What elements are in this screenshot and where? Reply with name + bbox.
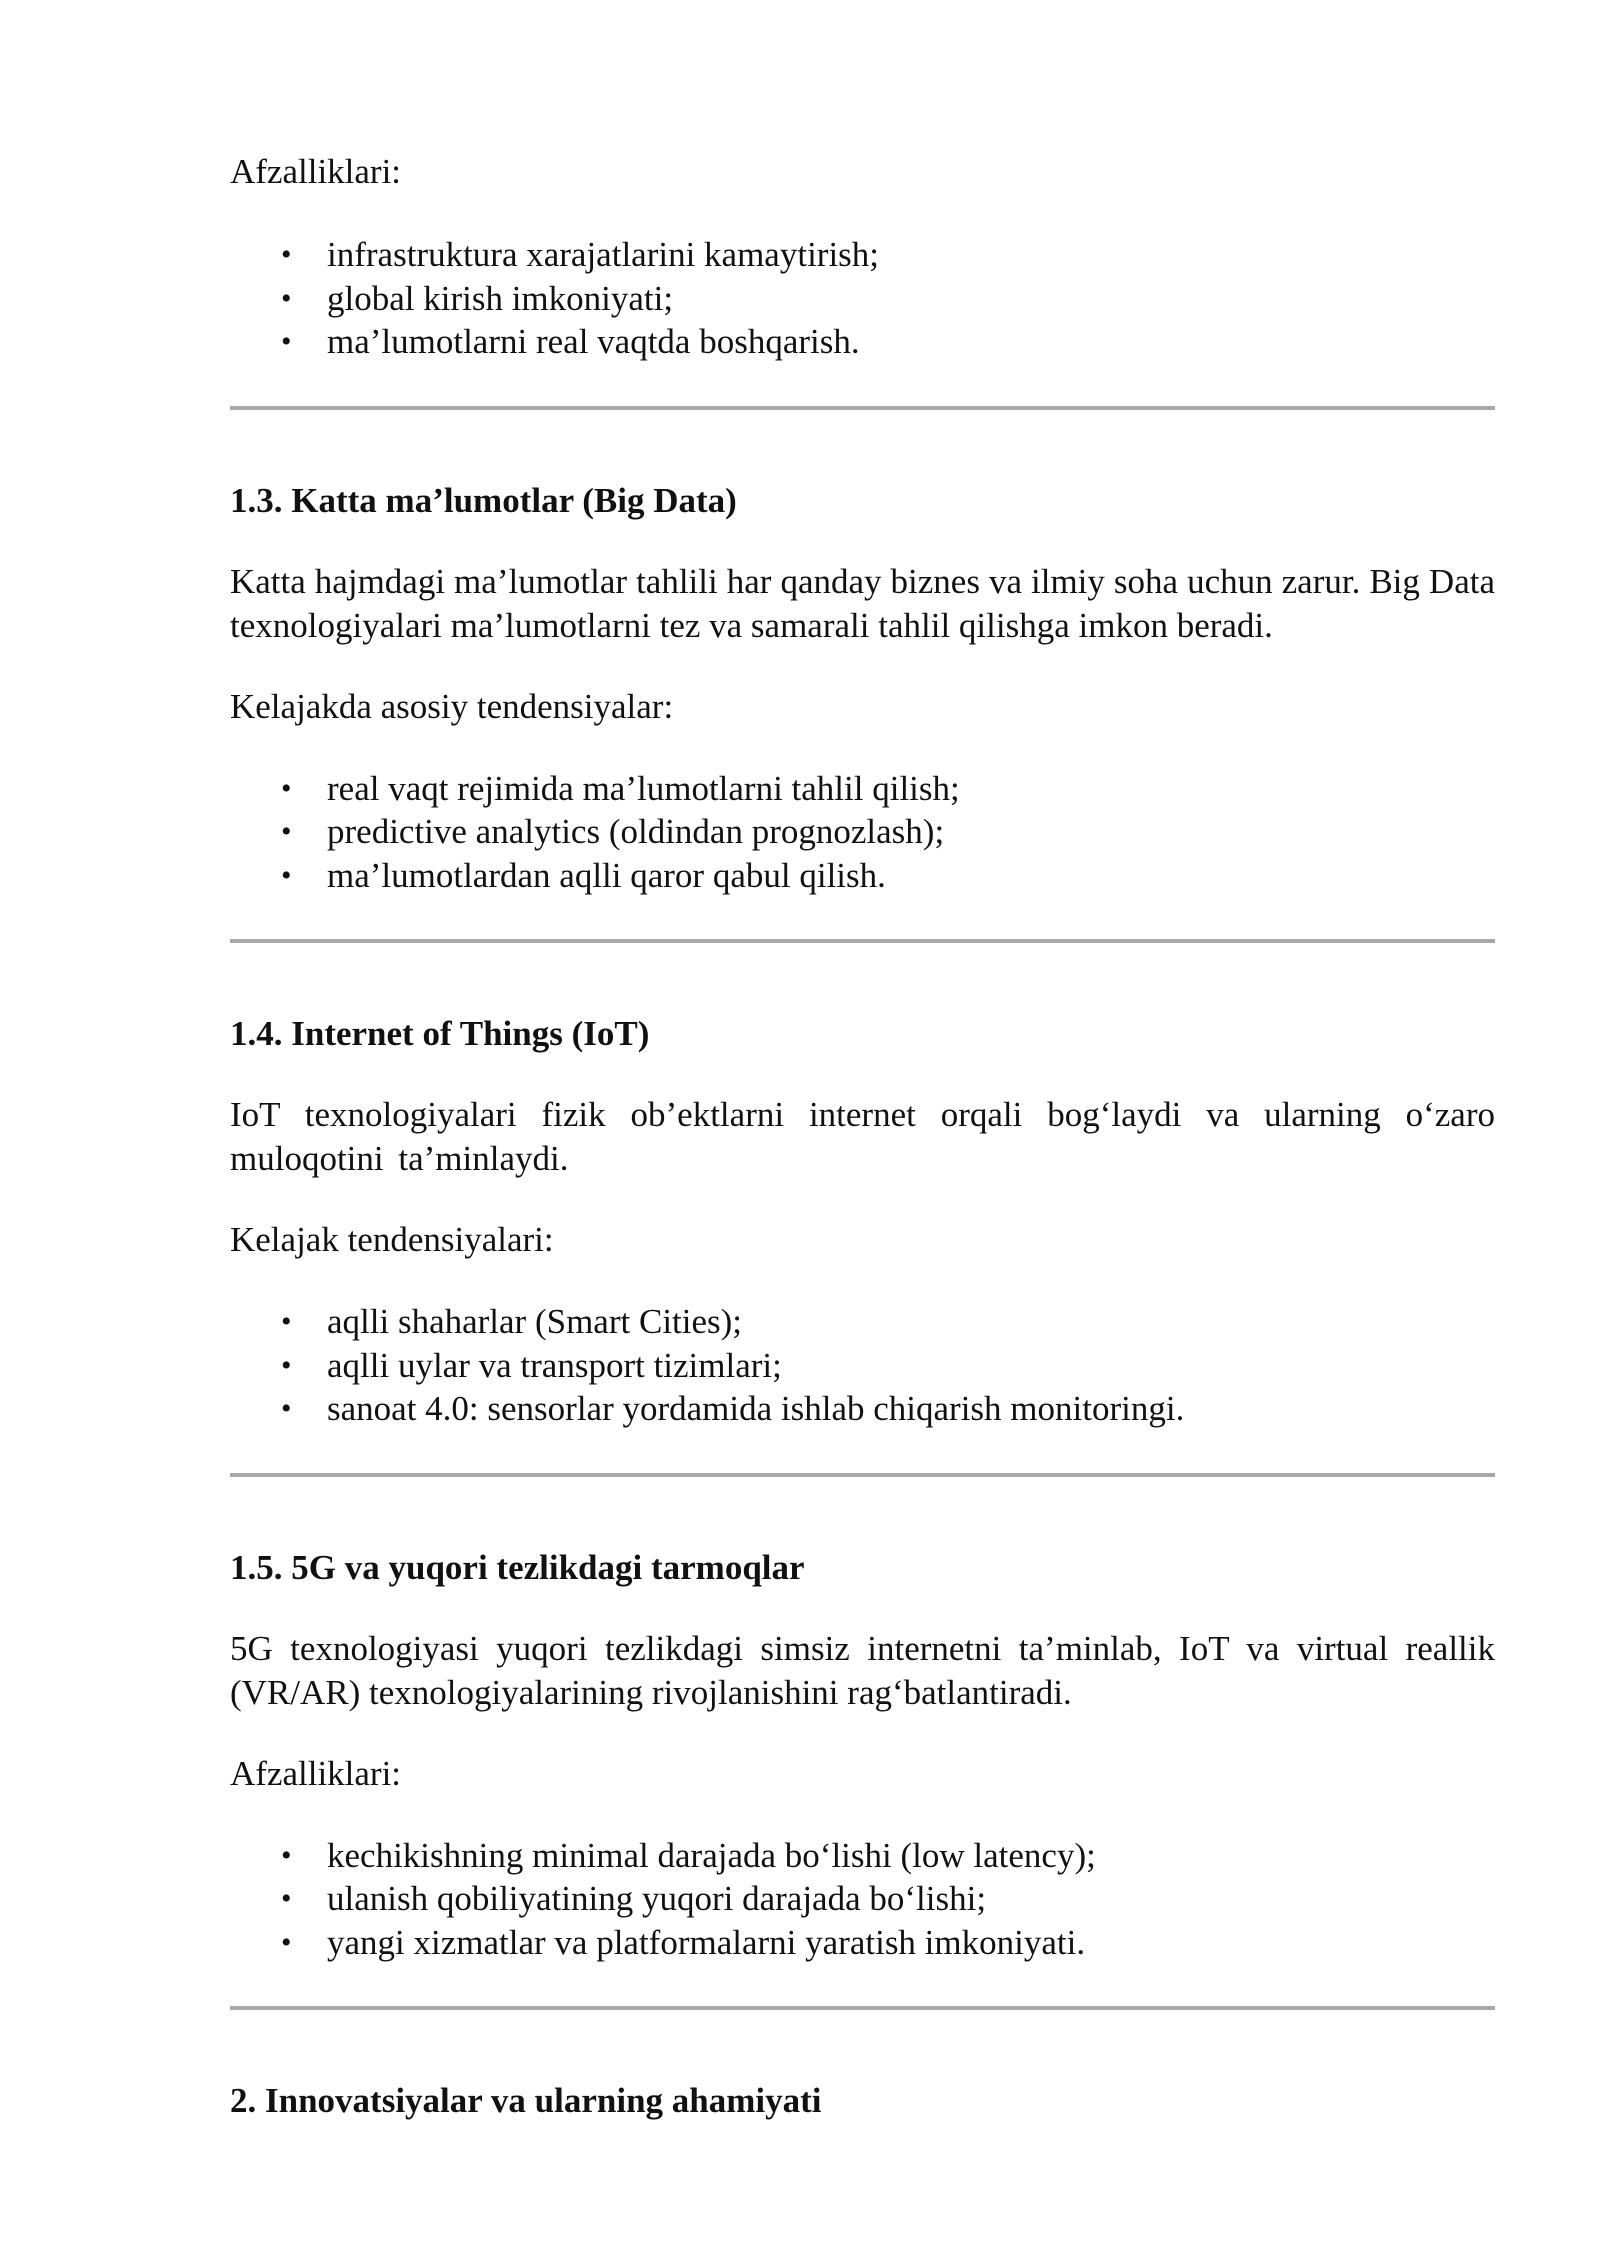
trends-list [230,767,1495,898]
list-item: • infrastruktura xarajatlarini kamaytirish; [230,233,1495,277]
document-page [230,150,1495,2123]
section-paragraph: IoT texnologiyalari fizik ob’ektlarni internet orqali bog‘laydi va ularning o‘zaro muloqotini ta’minlaydi. [230,1095,1495,1178]
list-item: • sanoat 4.0: sensorlar yordamida ishlab chiqarish monitoringi. [230,1387,1495,1431]
bullet-icon: • [281,238,292,271]
trends-label: Kelajak tendensiyalari: [230,1220,554,1259]
advantages-list [230,1834,1495,1965]
list-item: • yangi xizmatlar va platformalarni yaratish imkoniyati. [230,1921,1495,1965]
advantages-label: Afzalliklari: [230,1753,402,1793]
list-item: • ma’lumotlardan aqlli qaror qabul qilish. [230,854,1495,898]
advantages-section [230,150,1495,364]
bullet-icon: • [281,281,292,315]
section-heading: 2. Innovatsiyalar va ularning ahamiyati [230,2081,822,2120]
iot-section [230,1012,1495,1431]
bullet-icon: • [281,1348,292,1382]
advantages-list [230,233,1495,364]
list-item: • ulanish qobiliyatining yuqori darajada bo‘lishi; [230,1877,1495,1921]
list-item: • kechikishning minimal darajada bo‘lishi (low latency); [230,1834,1495,1878]
innovation-section [230,2079,1495,2123]
bullet-icon: • [281,1925,292,1959]
list-item: • global kirish imkoniyati; [230,277,1495,321]
big-data-section [230,479,1495,898]
list-item: • ma’lumotlarni real vaqtda boshqarish. [230,320,1495,364]
bullet-icon: • [281,771,292,805]
bullet-icon: • [281,1392,292,1425]
section-divider [230,2006,1495,2010]
section-heading: 1.5. 5G va yuqori tezlikdagi tarmoqlar [230,1547,805,1587]
list-item: • predictive analytics (oldindan prognozlash); [230,810,1495,854]
section-heading: 1.4. Internet of Things (IoT) [230,1014,650,1053]
section-divider [230,406,1495,410]
bullet-icon: • [281,815,292,848]
section-divider [230,939,1495,943]
bullet-icon: • [281,858,292,892]
section-heading: 1.3. Katta ma’lumotlar (Big Data) [230,480,737,520]
list-item: • aqlli uylar va transport tizimlari; [230,1344,1495,1388]
section-divider [230,1473,1495,1477]
trends-label: Kelajakda asosiy tendensiyalar: [230,686,674,726]
list-item: • aqlli shaharlar (Smart Cities); [230,1300,1495,1344]
trends-list [230,1300,1495,1431]
section-paragraph: Katta hajmdagi ma’lumotlar tahlili har qanday biznes va ilmiy soha uchun zarur. Big Data texnologiyalari ma’lumotlarni tez va samarali tahlil qilishga imkon beradi. [230,561,1495,645]
advantages-label: Afzalliklari: [230,152,402,191]
bullet-icon: • [281,325,292,358]
bullet-icon: • [281,1305,292,1338]
list-item: • real vaqt rejimida ma’lumotlarni tahlil qilish; [230,767,1495,811]
bullet-icon: • [281,1838,292,1872]
bullet-icon: • [281,1882,292,1915]
section-paragraph: 5G texnologiyasi yuqori tezlikdagi simsiz internetni ta’minlab, IoT va virtual reallik (VR/AR) texnologiyalarining rivojlanishini rag‘batlantiradi. [230,1628,1495,1712]
five-g-section [230,1546,1495,1965]
